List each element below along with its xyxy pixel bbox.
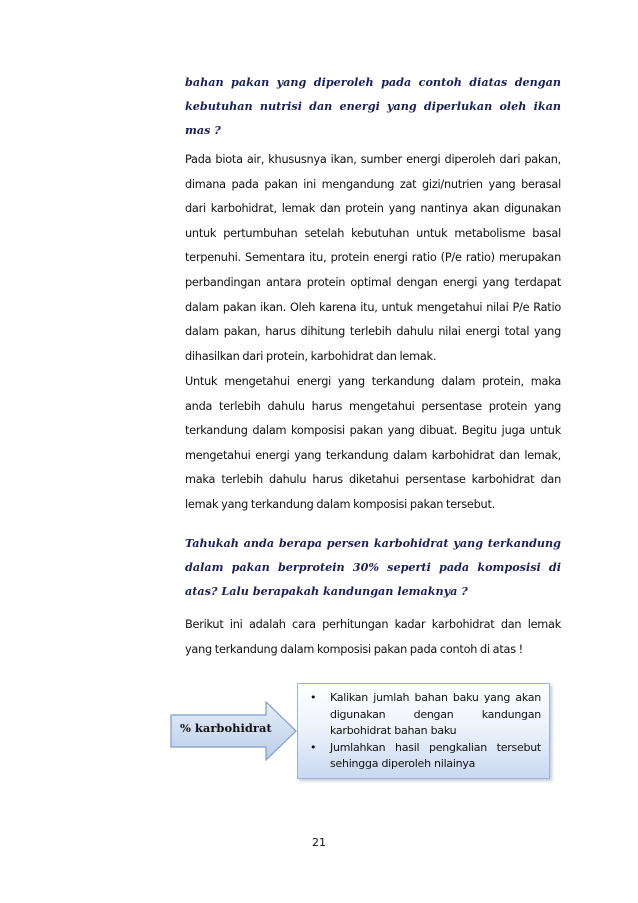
bullet-icon: •: [310, 691, 317, 704]
step-text: Jumlahkan hasil pengkalian tersebut sehingga diperoleh nilainya: [330, 740, 541, 771]
carbohydrate-arrow: [170, 701, 297, 761]
bullet-icon: •: [310, 740, 317, 754]
paragraph-protein-energy: Untuk mengetahui energi yang terkandung dalam protein, maka anda terlebih dahulu harus mengetahui persentase protein yang terkandung dalam komposisi pakan yang dibuat. Begitu juga untuk mengetahui energi yang terkandung dalam karbohidrat dan lemak, maka terlebih dahulu harus diketahui persentase karbohidrat dan lemak yang terkandung dalam komposisi pakan tersebut.: [185, 375, 561, 511]
step-text: Kalikan jumlah bahan baku yang akan digunakan dengan kandungan karbohidrat bahan baku: [330, 691, 541, 738]
step-item: [308, 740, 541, 773]
arrow-label: % karbohidrat: [180, 721, 272, 735]
step-item: [308, 690, 541, 740]
paragraph-energy-source: Pada biota air, khususnya ikan, sumber energi diperoleh dari pakan, dimana pada pakan ini mengandung zat gizi/nutrien yang berasal dari karbohidrat, lemak dan protein yang nantinya akan digunakan untuk pertumbuhan setelah kebutuhan untuk metabolisme basal terpenuhi. Sementara itu, protein energi ratio (P/e ratio) merupakan perbandingan antara protein optimal dengan energi yang terdapat dalam pakan ikan. Oleh karena itu, untuk mengetahui nilai P/e Ratio dalam pakan, harus dihitung terlebih dahulu nilai energi total yang dihasilkan dari protein, karbohidrat dan lemak.: [185, 153, 561, 363]
page-number: 21: [312, 836, 326, 849]
question-continuation: bahan pakan yang diperoleh pada contoh diatas dengan kebutuhan nutrisi dan energi yang diperlukan oleh ikan mas ?: [185, 75, 561, 137]
calculation-steps-box: [297, 683, 550, 779]
question-carbohydrate: Tahukah anda berapa persen karbohidrat yang terkandung dalam pakan berprotein 30% seperti pada komposisi di atas? Lalu berapakah kandungan lemaknya ?: [185, 536, 561, 598]
paragraph-calculation-intro: Berikut ini adalah cara perhitungan kadar karbohidrat dan lemak yang terkandung dalam komposisi pakan pada contoh di atas !: [185, 618, 561, 656]
